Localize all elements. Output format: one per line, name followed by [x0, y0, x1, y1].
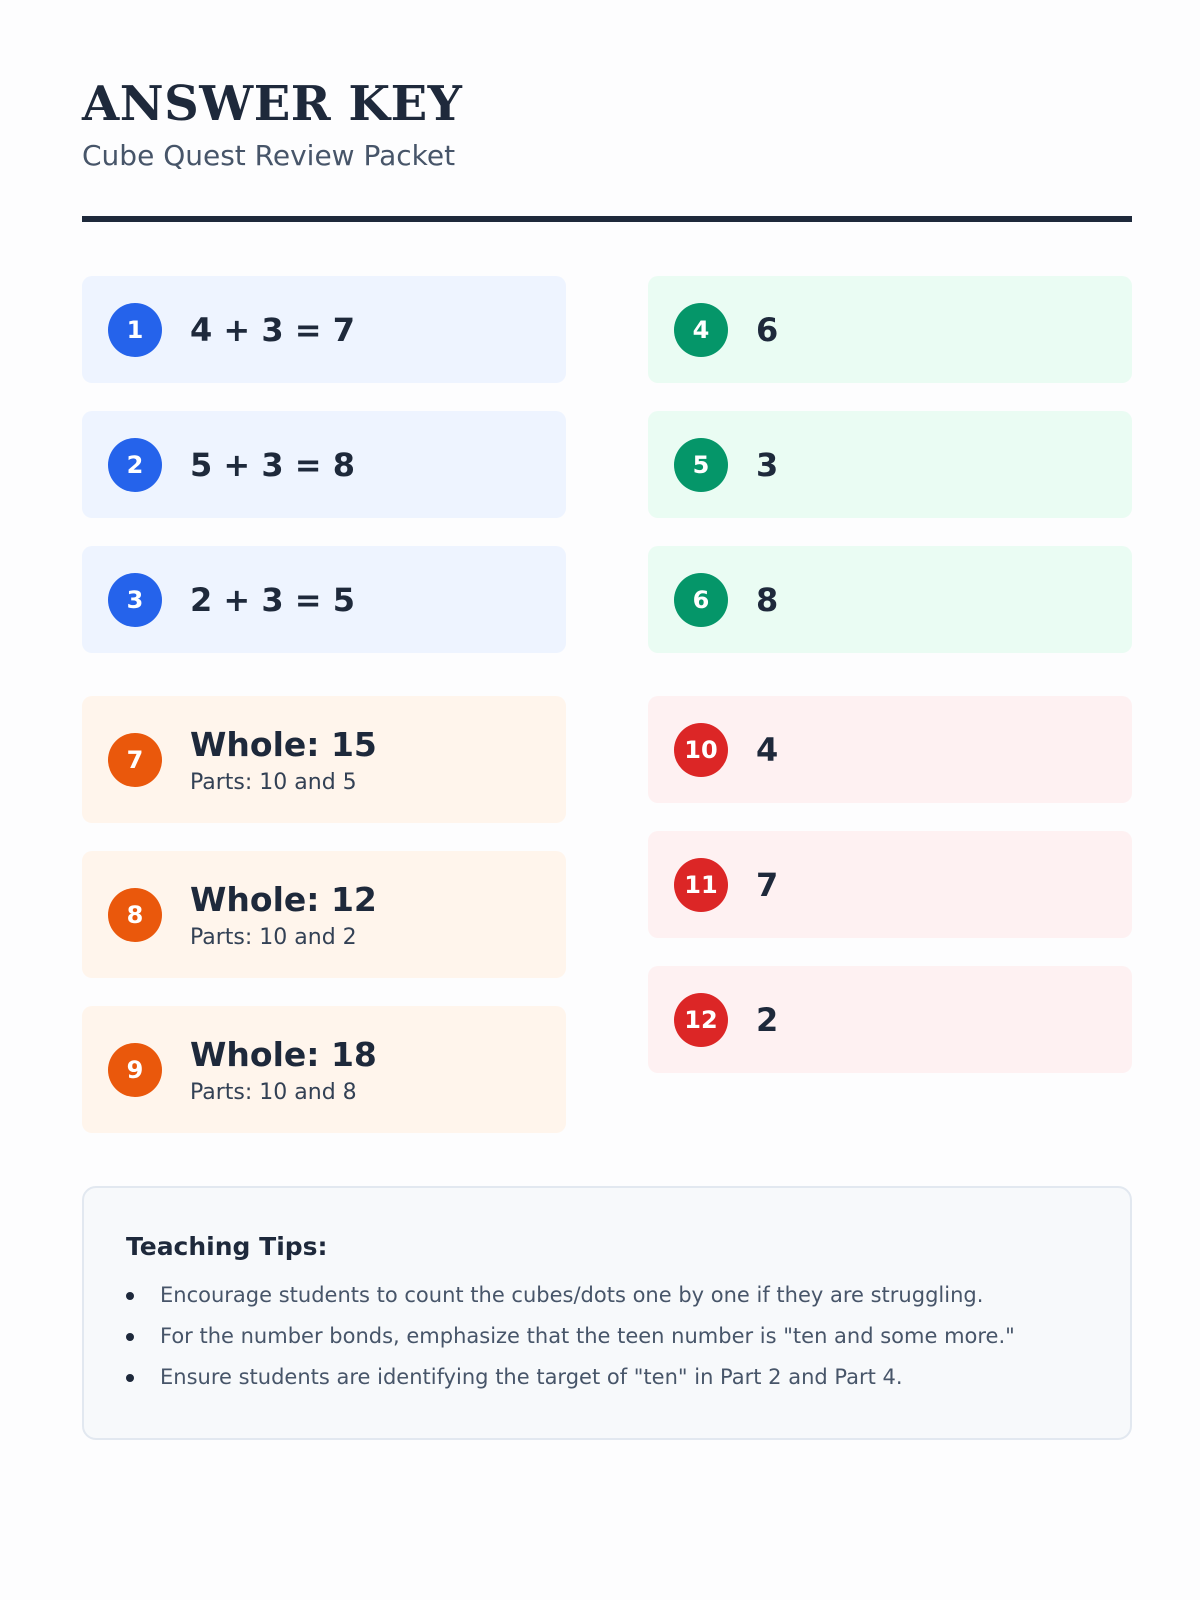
answer-text: 3 — [756, 445, 779, 484]
tip-text: Ensure students are identifying the target of "ten" in Part 2 and Part 4. — [160, 1365, 903, 1389]
answer-text: 6 — [756, 310, 779, 349]
tips-list — [126, 1275, 1088, 1398]
answer-card-10 — [648, 696, 1132, 803]
page-subtitle: Cube Quest Review Packet — [82, 138, 456, 172]
number-bond-answer — [190, 725, 377, 795]
answer-text: 4 — [756, 730, 779, 769]
header-divider — [82, 216, 1132, 222]
answer-text: 5 + 3 = 8 — [190, 445, 355, 484]
answer-card-1 — [82, 276, 566, 383]
answer-text: 2 — [756, 1000, 779, 1039]
whole-text: Whole: 15 — [190, 724, 377, 764]
answer-card-5 — [648, 411, 1132, 518]
page-header — [82, 78, 1132, 172]
bullet-icon — [126, 1333, 134, 1341]
whole-text: Whole: 12 — [190, 879, 377, 919]
answer-text: 2 + 3 = 5 — [190, 580, 355, 619]
teaching-tips-box — [82, 1186, 1132, 1440]
answer-card-7 — [82, 696, 566, 823]
question-number-badge: 5 — [674, 438, 728, 492]
bullet-icon — [126, 1292, 134, 1300]
tip-text: Encourage students to count the cubes/dots one by one if they are struggling. — [160, 1283, 984, 1307]
bullet-icon — [126, 1374, 134, 1382]
answer-card-8 — [82, 851, 566, 978]
answer-card-9 — [82, 1006, 566, 1133]
answer-card-4 — [648, 276, 1132, 383]
question-number-badge: 10 — [674, 723, 728, 777]
question-number-badge: 11 — [674, 858, 728, 912]
question-number-badge: 2 — [108, 438, 162, 492]
question-number-badge: 8 — [108, 888, 162, 942]
question-number-badge: 3 — [108, 573, 162, 627]
answer-card-12 — [648, 966, 1132, 1073]
parts-text: Parts: 10 and 8 — [190, 1079, 357, 1105]
tip-text: For the number bonds, emphasize that the teen number is "ten and some more." — [160, 1324, 1015, 1348]
question-number-badge: 1 — [108, 303, 162, 357]
number-bond-answer — [190, 1035, 377, 1105]
answer-card-11 — [648, 831, 1132, 938]
question-number-badge: 9 — [108, 1043, 162, 1097]
page-title: ANSWER KEY — [82, 76, 463, 132]
question-number-badge: 6 — [674, 573, 728, 627]
answer-text: 8 — [756, 580, 779, 619]
number-bond-answer — [190, 880, 377, 950]
answer-card-2 — [82, 411, 566, 518]
tip-item — [126, 1357, 1088, 1398]
answer-text: 4 + 3 = 7 — [190, 310, 355, 349]
parts-text: Parts: 10 and 5 — [190, 769, 357, 795]
tip-item — [126, 1316, 1088, 1357]
parts-text: Parts: 10 and 2 — [190, 924, 357, 950]
answer-card-3 — [82, 546, 566, 653]
tip-item — [126, 1275, 1088, 1316]
question-number-badge: 7 — [108, 733, 162, 787]
question-number-badge: 4 — [674, 303, 728, 357]
answer-text: 7 — [756, 865, 779, 904]
whole-text: Whole: 18 — [190, 1034, 377, 1074]
question-number-badge: 12 — [674, 993, 728, 1047]
answer-card-6 — [648, 546, 1132, 653]
tips-heading: Teaching Tips: — [126, 1232, 328, 1261]
